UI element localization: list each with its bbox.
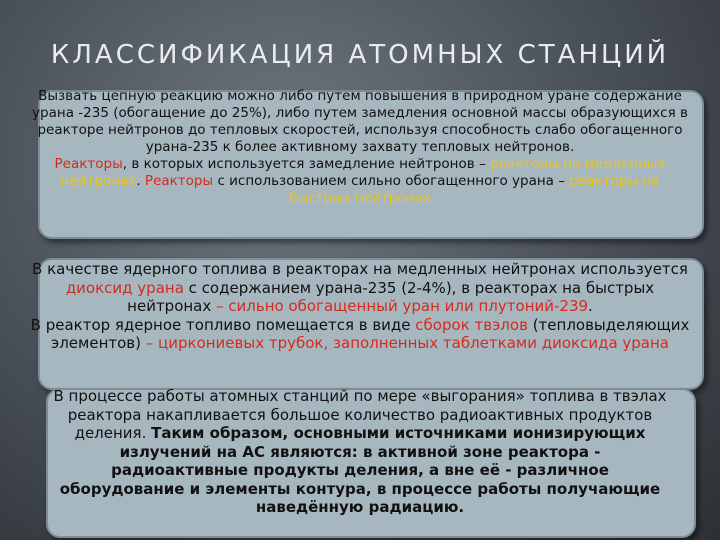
highlight-red: – сильно обогащенный уран или плутоний-239 [216, 297, 589, 315]
paragraph-chain-reaction [0, 88, 720, 207]
highlight-red: сборок твэлов [415, 315, 528, 334]
text-segment: В качестве ядерного топлива в реакторах на медленных нейтронах используется [32, 260, 688, 278]
highlight-red: Реакторы [54, 156, 123, 172]
highlight-red: – циркониевых трубок, заполненных таблетками диоксида урана [145, 334, 669, 352]
paragraph-radiation-sources [0, 387, 720, 517]
paragraph-nuclear-fuel [0, 260, 720, 353]
highlight-yellow: реакторы на медленных нейтронах [60, 156, 666, 189]
text-segment: (тепловыделяющих элементов) [50, 315, 690, 352]
text-segment: В процессе работы атомных станций по мере «выгорания» топлива в твэлах реактора накапливается большое количество радиоактивных продуктов деления. [53, 387, 667, 442]
text-segment: с использованием сильно обогащенного урана – [213, 173, 570, 189]
highlight-red: диоксид урана [65, 278, 184, 297]
text-segment: с содержанием урана-235 (2-4%), в реакторах на быстрых нейтронах [127, 278, 655, 315]
highlight-red: Реакторы [144, 173, 214, 189]
bold-conclusion: Таким образом, основными источниками ионизирующих излучений на АС являются: в активной зоне реактора - радиоактивные продукты деления, а вне её - различное оборудование и элементы контура, в процессе работы получающие наведённую радиацию. [59, 424, 661, 516]
text-segment: . [588, 297, 593, 315]
text-segment: Вызвать цепную реакцию можно либо путем повышения в природном уране содержание урана -235 (обогащение до 25%), либо путем замедления основной массы образующихся в реакторе нейтронов до тепловых скоростей, используя способность слабо обогащенного урана-235 к более активному захвату тепловых нейтронов. [32, 88, 688, 155]
text-segment: , в которых используется замедление нейтронов – [122, 156, 491, 172]
text-segment: . [136, 173, 145, 189]
text-segment: В реактор ядерное топливо помещается в виде [30, 315, 416, 334]
slide-title: КЛАССИФИКАЦИЯ АТОМНЫХ СТАНЦИЙ [50, 40, 670, 70]
highlight-yellow: реакторы на быстрых нейтронах [289, 173, 660, 206]
